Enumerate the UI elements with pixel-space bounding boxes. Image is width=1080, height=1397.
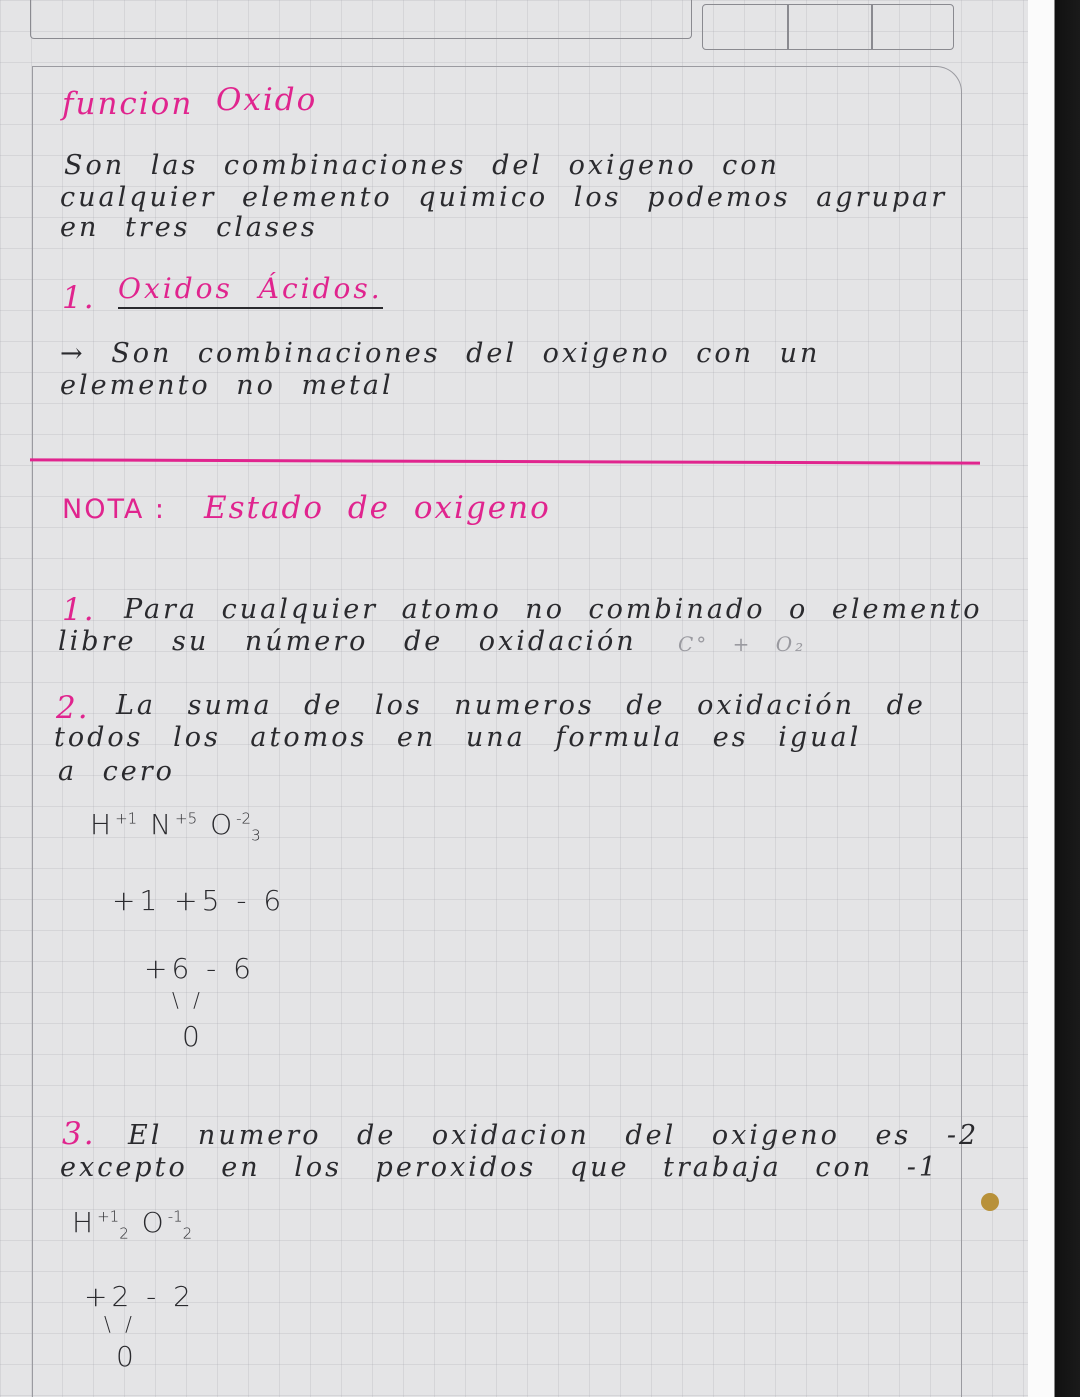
section1-line-2: elemento no metal (60, 370, 394, 401)
formula-o-charge: -2 (236, 809, 252, 828)
rule3-line-1: El numero de oxidacion del oxigeno es -2 (128, 1120, 980, 1151)
formula2-h-charge: +1 (97, 1207, 120, 1226)
intro-line-3: en tres clases (60, 212, 318, 243)
section1-line-1: → Son combinaciones del oxigeno con un (60, 338, 821, 369)
formula2-result: 0 (116, 1340, 138, 1373)
nota-heading: Estado de oxigeno (204, 490, 551, 526)
section1-number: 1. (62, 280, 96, 316)
formula-sum-step-2: +6 - 6 (144, 952, 255, 985)
rule3-number: 3. (62, 1116, 96, 1152)
intro-line-1: Son las combinaciones del oxigeno con (64, 150, 780, 181)
formula2-o-sub: 2 (182, 1224, 193, 1243)
rule2-line-2: todos los atomos en una formula es igual (54, 722, 862, 753)
rule1-line-1: Para cualquier atomo no combinado o elemento (124, 594, 983, 625)
intro-line-2: cualquier elemento quimico los podemos agrupar (60, 182, 948, 213)
formula-o-sub: 3 (251, 826, 261, 845)
title-oxido: Oxido (216, 82, 318, 118)
formula-h: H (90, 808, 116, 841)
formula2-arrows: \ / (104, 1312, 136, 1336)
section1-heading: Oxidos Ácidos. (118, 272, 383, 309)
formula-o: O (210, 808, 237, 841)
formula-hno3 (90, 808, 261, 845)
formula-h2o2 (72, 1206, 192, 1243)
formula2-h-sub: 2 (119, 1224, 129, 1243)
rule2-line-3: a cero (58, 756, 175, 787)
formula2-o-charge: -1 (167, 1207, 183, 1226)
formula-n-charge: +5 (175, 809, 198, 828)
nota-label: NOTA : (62, 494, 166, 525)
stain-dot (981, 1193, 999, 1211)
formula2-sum-step: +2 - 2 (84, 1280, 195, 1313)
formula2-o: O (141, 1206, 168, 1239)
title-funcion: funcion (62, 86, 194, 122)
rule1-line-2: libre su número de oxidación (58, 626, 637, 657)
page-edge (1028, 0, 1080, 1397)
formula-h-charge: +1 (115, 809, 138, 828)
rule2-line-1: La suma de los numeros de oxidación de (116, 690, 926, 721)
formula-arrows: \ / (172, 988, 204, 1012)
date-box (702, 4, 954, 50)
formula-n: N (150, 808, 176, 841)
formula2-h: H (72, 1206, 98, 1239)
rule3-line-2: excepto en los peroxidos que trabaja con -1 (60, 1152, 939, 1183)
header-box (30, 0, 692, 39)
rule2-number: 2. (56, 690, 90, 726)
rule1-number: 1. (62, 592, 96, 628)
rule1-example: C° + O₂ (678, 632, 807, 656)
formula-sum-step-1: +1 +5 - 6 (112, 884, 286, 917)
formula-result: 0 (182, 1020, 204, 1053)
